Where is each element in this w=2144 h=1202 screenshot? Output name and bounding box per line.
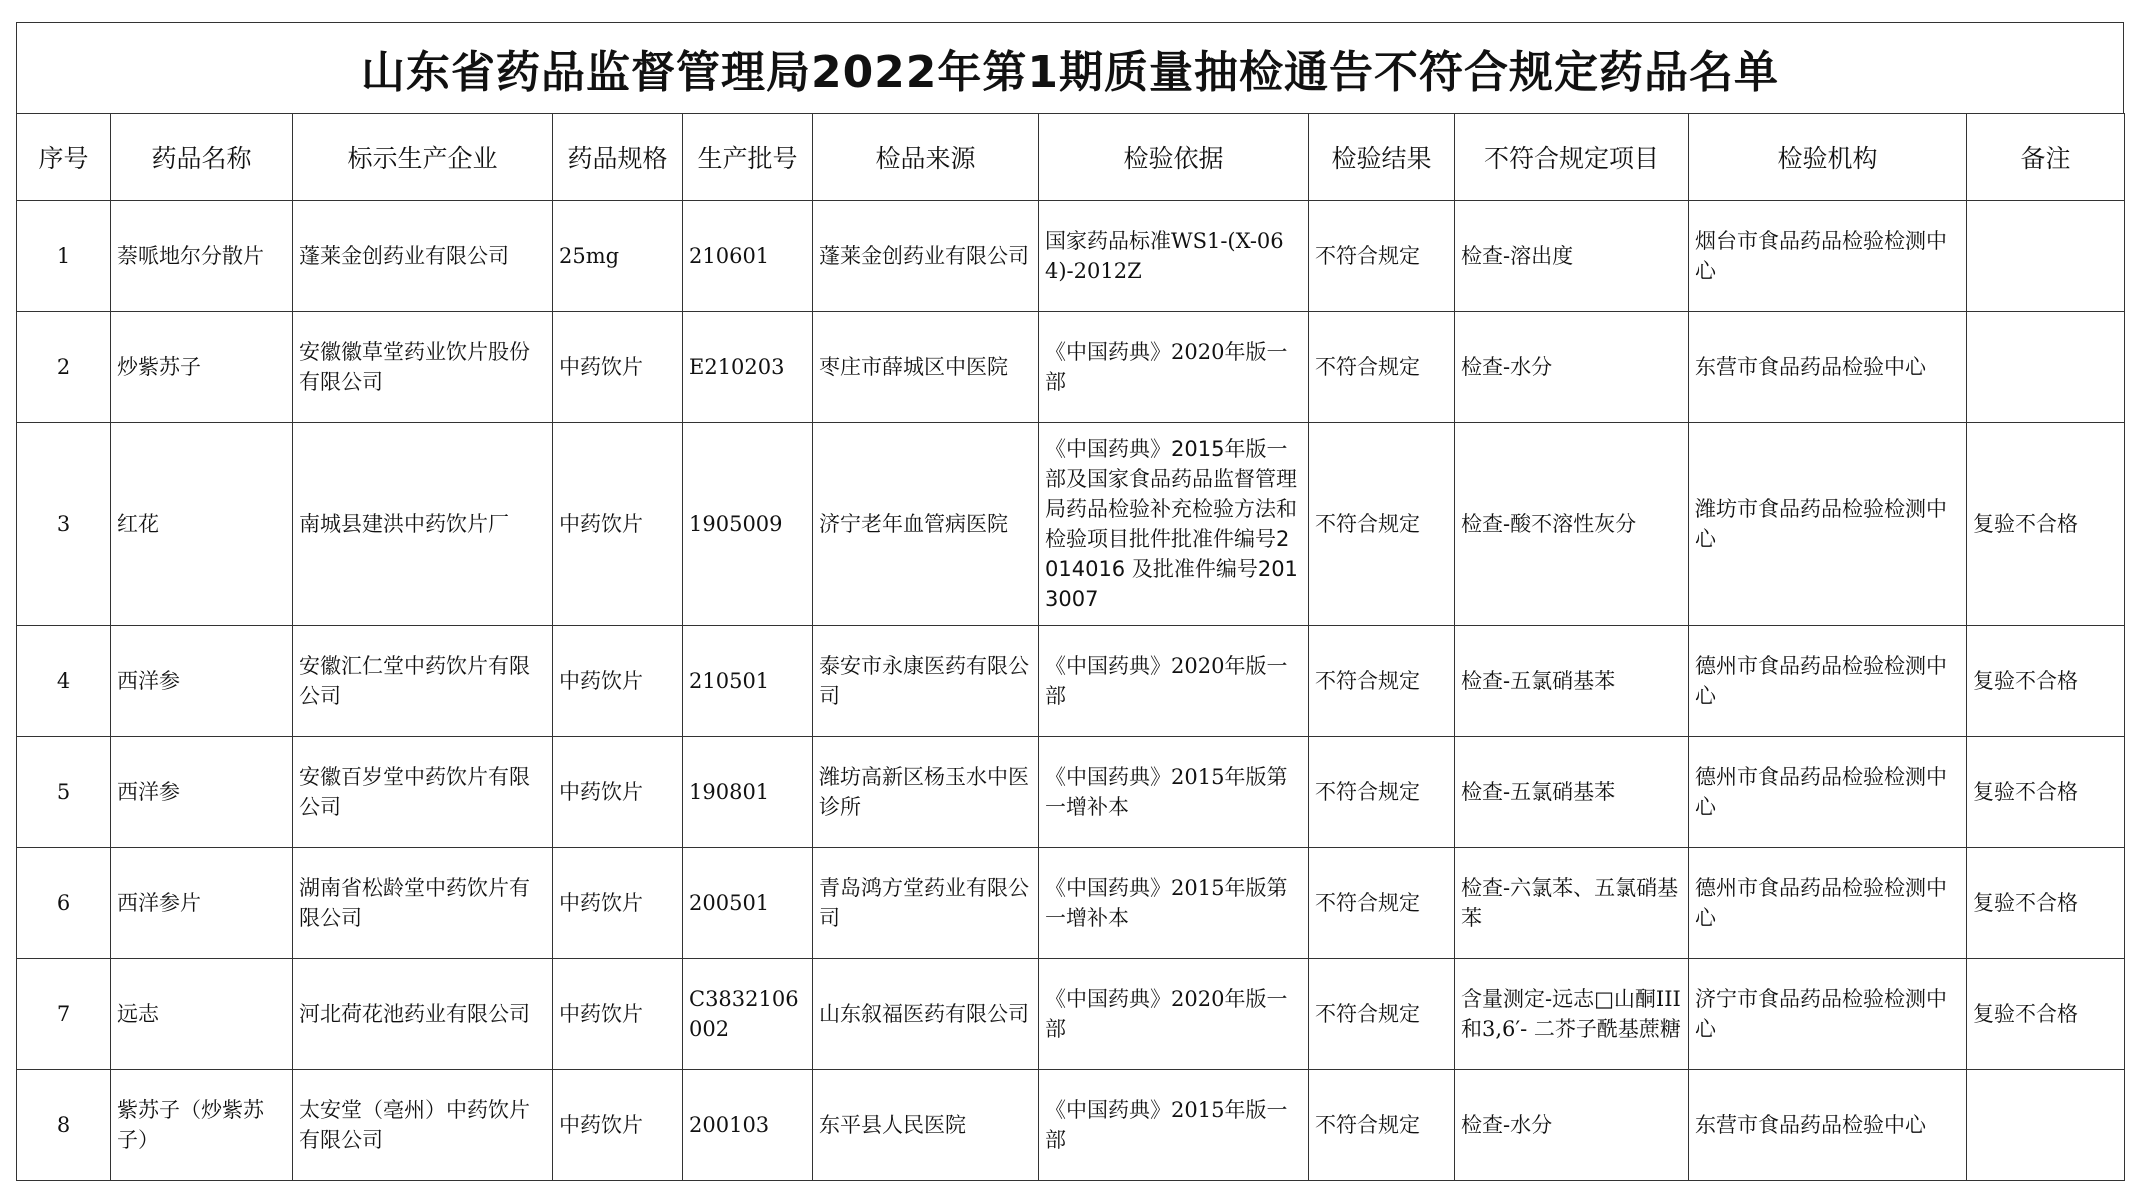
cell-batch: 1905009 — [683, 423, 813, 626]
cell-remark: 复验不合格 — [1967, 737, 2125, 848]
cell-failed-item: 含量测定-远志□山酮III和3,6′- 二芥子酰基蔗糖 — [1455, 959, 1689, 1070]
cell-manufacturer: 南城县建洪中药饮片厂 — [293, 423, 553, 626]
cell-test-basis: 《中国药典》2015年版一部及国家食品药品监督管理局药品检验补充检验方法和检验项目批件批准件编号2014016 及批准件编号2013007 — [1039, 423, 1309, 626]
cell-failed-item: 检查-五氯硝基苯 — [1455, 626, 1689, 737]
cell-sample-source: 济宁老年血管病医院 — [813, 423, 1039, 626]
cell-index: 8 — [17, 1070, 111, 1181]
cell-drug-name: 西洋参 — [111, 737, 293, 848]
header-cell-drug-name: 药品名称 — [111, 114, 293, 201]
cell-sample-source: 东平县人民医院 — [813, 1070, 1039, 1181]
cell-test-result: 不符合规定 — [1309, 201, 1455, 312]
cell-test-agency: 东营市食品药品检验中心 — [1689, 312, 1967, 423]
cell-spec: 中药饮片 — [553, 959, 683, 1070]
table-row — [17, 1070, 2125, 1181]
header-cell-manufacturer: 标示生产企业 — [293, 114, 553, 201]
table-row — [17, 423, 2125, 626]
cell-failed-item: 检查-水分 — [1455, 1070, 1689, 1181]
cell-remark: 复验不合格 — [1967, 626, 2125, 737]
cell-test-result: 不符合规定 — [1309, 848, 1455, 959]
cell-remark — [1967, 312, 2125, 423]
header-cell-test-result: 检验结果 — [1309, 114, 1455, 201]
cell-index: 1 — [17, 201, 111, 312]
cell-failed-item: 检查-酸不溶性灰分 — [1455, 423, 1689, 626]
cell-failed-item: 检查-六氯苯、五氯硝基苯 — [1455, 848, 1689, 959]
cell-manufacturer: 安徽汇仁堂中药饮片有限公司 — [293, 626, 553, 737]
cell-test-agency: 东营市食品药品检验中心 — [1689, 1070, 1967, 1181]
cell-spec: 中药饮片 — [553, 312, 683, 423]
cell-spec: 中药饮片 — [553, 737, 683, 848]
cell-index: 2 — [17, 312, 111, 423]
cell-test-result: 不符合规定 — [1309, 423, 1455, 626]
cell-test-basis: 《中国药典》2015年版第一增补本 — [1039, 737, 1309, 848]
document-sheet — [16, 22, 2124, 1181]
cell-test-basis: 《中国药典》2020年版一部 — [1039, 626, 1309, 737]
cell-index: 6 — [17, 848, 111, 959]
cell-spec: 中药饮片 — [553, 423, 683, 626]
cell-drug-name: 西洋参 — [111, 626, 293, 737]
cell-test-result: 不符合规定 — [1309, 312, 1455, 423]
table-row — [17, 626, 2125, 737]
cell-drug-name: 炒紫苏子 — [111, 312, 293, 423]
cell-index: 5 — [17, 737, 111, 848]
cell-test-agency: 烟台市食品药品检验检测中心 — [1689, 201, 1967, 312]
cell-test-agency: 德州市食品药品检验检测中心 — [1689, 848, 1967, 959]
cell-sample-source: 泰安市永康医药有限公司 — [813, 626, 1039, 737]
cell-remark — [1967, 201, 2125, 312]
cell-manufacturer: 安徽徽草堂药业饮片股份有限公司 — [293, 312, 553, 423]
cell-batch: 210601 — [683, 201, 813, 312]
document-title: 山东省药品监督管理局2022年第1期质量抽检通告不符合规定药品名单 — [16, 22, 2124, 113]
cell-drug-name: 紫苏子（炒紫苏子） — [111, 1070, 293, 1181]
cell-spec: 中药饮片 — [553, 848, 683, 959]
table-row — [17, 737, 2125, 848]
cell-remark: 复验不合格 — [1967, 848, 2125, 959]
cell-sample-source: 潍坊高新区杨玉水中医诊所 — [813, 737, 1039, 848]
header-cell-test-agency: 检验机构 — [1689, 114, 1967, 201]
cell-batch: 200501 — [683, 848, 813, 959]
cell-manufacturer: 河北荷花池药业有限公司 — [293, 959, 553, 1070]
cell-test-agency: 德州市食品药品检验检测中心 — [1689, 626, 1967, 737]
cell-test-result: 不符合规定 — [1309, 737, 1455, 848]
cell-test-basis: 国家药品标准WS1-(X-064)-2012Z — [1039, 201, 1309, 312]
cell-spec: 中药饮片 — [553, 626, 683, 737]
cell-test-result: 不符合规定 — [1309, 959, 1455, 1070]
header-cell-index: 序号 — [17, 114, 111, 201]
cell-failed-item: 检查-水分 — [1455, 312, 1689, 423]
cell-drug-name: 远志 — [111, 959, 293, 1070]
table-row — [17, 312, 2125, 423]
cell-test-basis: 《中国药典》2020年版一部 — [1039, 312, 1309, 423]
cell-failed-item: 检查-五氯硝基苯 — [1455, 737, 1689, 848]
cell-sample-source: 青岛鸿方堂药业有限公司 — [813, 848, 1039, 959]
header-cell-failed-item: 不符合规定项目 — [1455, 114, 1689, 201]
header-cell-remark: 备注 — [1967, 114, 2125, 201]
cell-test-basis: 《中国药典》2015年版一部 — [1039, 1070, 1309, 1181]
table-row — [17, 848, 2125, 959]
cell-test-result: 不符合规定 — [1309, 626, 1455, 737]
cell-sample-source: 蓬莱金创药业有限公司 — [813, 201, 1039, 312]
cell-remark: 复验不合格 — [1967, 423, 2125, 626]
table-header-row — [17, 114, 2125, 201]
cell-test-basis: 《中国药典》2015年版第一增补本 — [1039, 848, 1309, 959]
cell-batch: 210501 — [683, 626, 813, 737]
cell-spec: 25mg — [553, 201, 683, 312]
cell-test-agency: 德州市食品药品检验检测中心 — [1689, 737, 1967, 848]
header-cell-sample-source: 检品来源 — [813, 114, 1039, 201]
header-cell-test-basis: 检验依据 — [1039, 114, 1309, 201]
cell-test-agency: 济宁市食品药品检验检测中心 — [1689, 959, 1967, 1070]
cell-batch: 200103 — [683, 1070, 813, 1181]
cell-manufacturer: 湖南省松龄堂中药饮片有限公司 — [293, 848, 553, 959]
cell-manufacturer: 安徽百岁堂中药饮片有限公司 — [293, 737, 553, 848]
header-cell-batch: 生产批号 — [683, 114, 813, 201]
drug-list-table — [16, 113, 2125, 1181]
table-row — [17, 201, 2125, 312]
cell-drug-name: 红花 — [111, 423, 293, 626]
cell-sample-source: 山东叙福医药有限公司 — [813, 959, 1039, 1070]
cell-test-agency: 潍坊市食品药品检验检测中心 — [1689, 423, 1967, 626]
cell-index: 7 — [17, 959, 111, 1070]
cell-test-result: 不符合规定 — [1309, 1070, 1455, 1181]
cell-sample-source: 枣庄市薛城区中医院 — [813, 312, 1039, 423]
cell-index: 3 — [17, 423, 111, 626]
cell-spec: 中药饮片 — [553, 1070, 683, 1181]
cell-manufacturer: 太安堂（亳州）中药饮片有限公司 — [293, 1070, 553, 1181]
cell-drug-name: 萘哌地尔分散片 — [111, 201, 293, 312]
cell-manufacturer: 蓬莱金创药业有限公司 — [293, 201, 553, 312]
cell-batch: E210203 — [683, 312, 813, 423]
table-row — [17, 959, 2125, 1070]
cell-failed-item: 检查-溶出度 — [1455, 201, 1689, 312]
header-cell-spec: 药品规格 — [553, 114, 683, 201]
cell-remark: 复验不合格 — [1967, 959, 2125, 1070]
cell-index: 4 — [17, 626, 111, 737]
cell-drug-name: 西洋参片 — [111, 848, 293, 959]
cell-remark — [1967, 1070, 2125, 1181]
cell-test-basis: 《中国药典》2020年版一部 — [1039, 959, 1309, 1070]
cell-batch: 190801 — [683, 737, 813, 848]
cell-batch: C3832106002 — [683, 959, 813, 1070]
